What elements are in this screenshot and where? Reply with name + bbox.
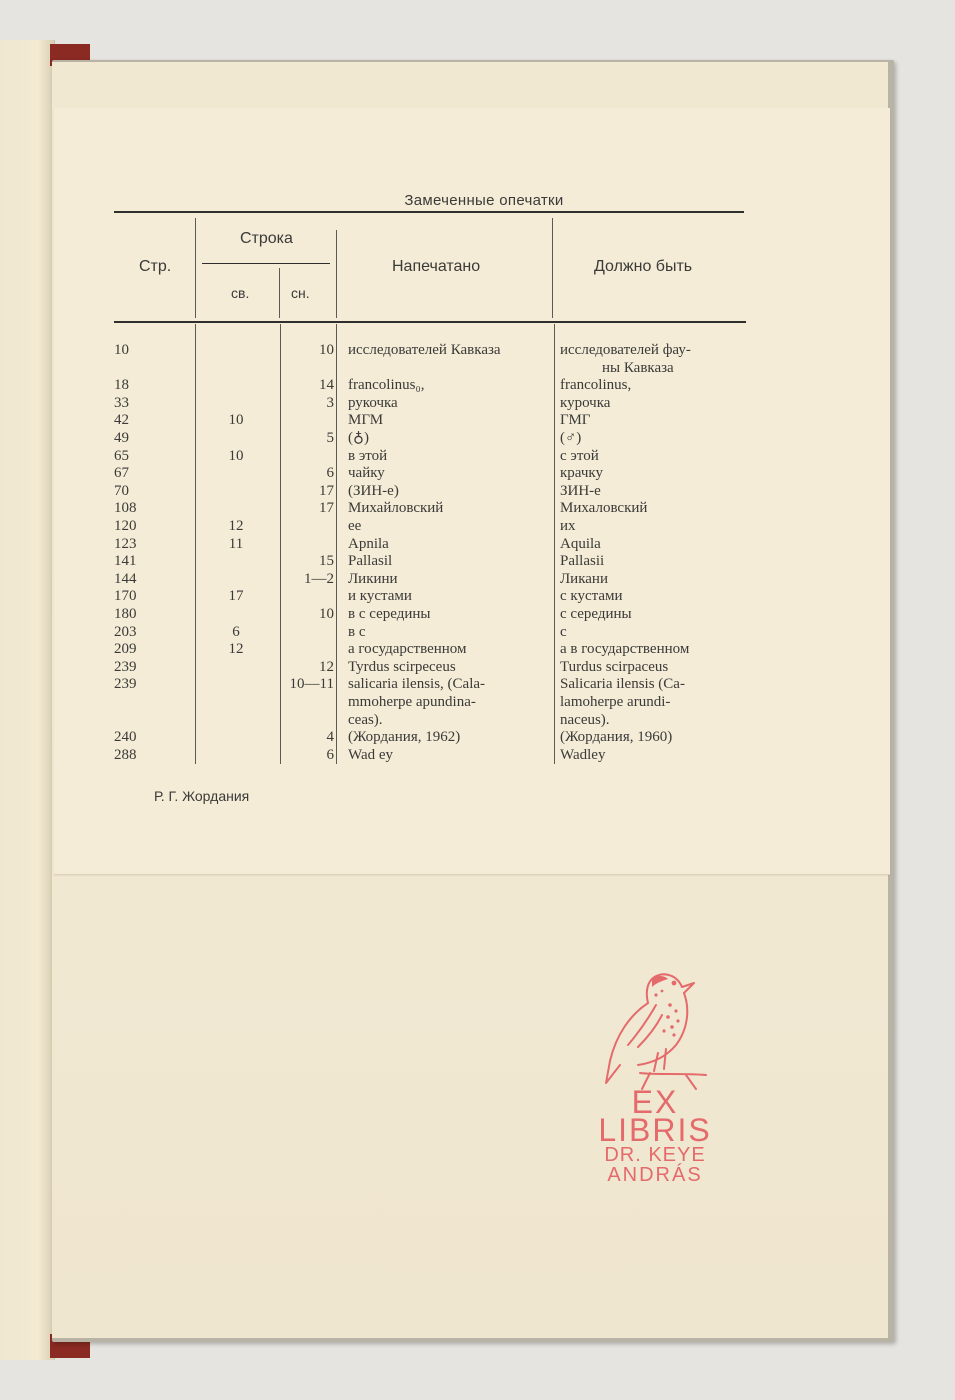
errata-correct-text: Ликани — [560, 570, 608, 587]
errata-printed-text: МГМ — [348, 412, 384, 429]
errata-page-number: 141 — [114, 553, 137, 570]
errata-correct-text: naceus). — [560, 711, 610, 728]
ex-libris-line-2: LIBRIS — [598, 1112, 712, 1148]
errata-page-number: 49 — [114, 430, 129, 446]
errata-line-from-top: 10 — [228, 447, 244, 464]
signature: Р. Г. Жордания — [154, 788, 250, 804]
errata-page-number: 240 — [114, 729, 137, 746]
errata-line-from-bottom: 6 — [326, 465, 334, 482]
header-divider-3 — [336, 230, 337, 318]
errata-line-from-bottom: 15 — [319, 553, 334, 570]
errata-page-number: 170 — [114, 588, 137, 605]
header-line-bottom: сн. — [291, 285, 310, 301]
errata-printed-text: francolinus₀, — [348, 377, 425, 394]
errata-printed-text: и кустами — [348, 588, 412, 605]
errata-line-from-bottom: 1—2 — [304, 570, 334, 587]
errata-correct-text: lamoherpe arundi- — [560, 694, 671, 710]
errata-line-from-top: 12 — [228, 518, 244, 534]
ex-libris-line-3: DR. KEYE — [604, 1144, 706, 1166]
errata-line-from-top: 6 — [232, 623, 240, 640]
errata-slip — [54, 108, 890, 875]
header-line: Строка — [240, 230, 293, 247]
header-should-be: Должно быть — [594, 258, 693, 275]
errata-correct-text: Pallasii — [560, 553, 605, 570]
errata-printed-text: в с середины — [348, 606, 431, 622]
errata-page-number: 144 — [114, 570, 137, 587]
errata-line-from-bottom: 10 — [319, 606, 334, 622]
header-printed: Напечатано — [392, 258, 481, 275]
errata-page-number: 33 — [114, 394, 129, 411]
errata-line-from-bottom: 6 — [326, 746, 334, 763]
errata-printed-text: Wad ey — [348, 746, 394, 763]
errata-correct-text: (♂) — [560, 430, 582, 446]
errata-printed-text: Apnila — [348, 535, 389, 552]
errata-page-number: 288 — [114, 746, 137, 763]
body-divider-3 — [336, 324, 337, 764]
errata-title: Замеченные опечатки — [404, 192, 564, 209]
errata-line-from-top: 11 — [228, 535, 244, 552]
errata-page-number: 239 — [114, 676, 137, 693]
errata-page-number: 180 — [114, 606, 137, 622]
errata-correct-text: с кустами — [560, 588, 623, 605]
errata-printed-text: а государственном — [348, 641, 467, 658]
errata-line-from-bottom: 17 — [319, 482, 334, 499]
errata-correct-text: а в государственном — [560, 641, 690, 658]
ex-libris-stamp — [590, 965, 720, 1195]
errata-printed-text: Pallasil — [348, 553, 393, 570]
errata-correct-text: Wadley — [560, 746, 606, 763]
errata-printed-text: Tyrdus scirpeceus — [348, 658, 456, 675]
ex-libris-line-4: ANDRÁS — [607, 1164, 703, 1186]
errata-printed-text: salicaria ilensis, (Cala- — [348, 676, 486, 693]
errata-printed-text: Михайловский — [348, 500, 444, 517]
errata-line-from-bottom: 17 — [319, 500, 334, 517]
errata-page-number: 10 — [114, 342, 129, 358]
errata-page-number: 42 — [114, 412, 129, 429]
errata-page-number: 123 — [114, 535, 137, 552]
errata-line-from-bottom: 3 — [326, 394, 334, 411]
errata-printed-text: в этой — [348, 447, 388, 464]
errata-correct-text: крачку — [560, 465, 603, 482]
table-top-rule — [114, 211, 744, 213]
errata-page-number: 120 — [114, 518, 137, 534]
errata-page-number: 209 — [114, 641, 137, 658]
bird-icon — [590, 965, 720, 1095]
errata-correct-text: их — [560, 518, 576, 534]
errata-printed-text: Ликини — [348, 570, 398, 587]
errata-printed-text: рукочка — [348, 394, 398, 411]
errata-page-number: 203 — [114, 623, 137, 640]
errata-correct-text: Aquila — [560, 535, 601, 552]
errata-correct-text: (Жордания, 1960) — [560, 729, 673, 746]
errata-correct-text: Salicaria ilensis (Ca- — [560, 676, 685, 693]
errata-correct-text: Turdus scirpaceus — [560, 658, 669, 675]
errata-correct-text: курочка — [560, 394, 611, 411]
header-divider-1 — [195, 218, 196, 318]
errata-line-from-bottom: 14 — [319, 377, 334, 394]
errata-line-from-bottom: 12 — [319, 658, 334, 675]
errata-correct-text: с середины — [560, 606, 632, 622]
errata-page-number: 67 — [114, 465, 129, 482]
errata-printed-text: исследователей Кавказа — [348, 342, 501, 358]
header-divider-2 — [279, 268, 280, 318]
body-divider-1 — [195, 324, 196, 764]
ex-libris-line-1: EX — [631, 1084, 679, 1120]
errata-printed-text: (ЗИН-е) — [348, 482, 399, 499]
left-page-edge — [0, 40, 55, 1360]
errata-line-from-bottom: 10 — [319, 342, 334, 358]
errata-line-from-top: 10 — [228, 412, 244, 429]
errata-correct-text: исследователей фау- — [560, 342, 691, 358]
errata-line-from-bottom: 4 — [326, 729, 334, 746]
errata-printed-text: ceas). — [348, 711, 383, 728]
errata-printed-text: mmoherpe apundina- — [348, 694, 476, 710]
errata-page-number: 239 — [114, 658, 137, 675]
header-page: Стр. — [139, 258, 172, 275]
errata-page-number: 70 — [114, 482, 129, 499]
errata-page-number: 65 — [114, 447, 129, 464]
errata-correct-text: ны Кавказа — [602, 359, 674, 376]
errata-page-number: 108 — [114, 500, 137, 517]
line-subheader-rule — [202, 263, 330, 264]
body-divider-4 — [554, 324, 555, 764]
errata-line-from-bottom: 10—11 — [289, 676, 334, 693]
errata-line-from-top: 12 — [228, 641, 244, 658]
errata-printed-text: (♁) — [348, 430, 369, 446]
errata-printed-text: ее — [348, 518, 362, 534]
errata-line-from-top: 17 — [228, 588, 244, 605]
errata-printed-text: (Жордания, 1962) — [348, 729, 461, 746]
errata-correct-text: с — [560, 623, 567, 640]
errata-correct-text: Михаловский — [560, 500, 648, 517]
errata-line-from-bottom: 5 — [326, 430, 334, 446]
table-header-bottom-rule — [114, 321, 746, 323]
header-line-top: св. — [231, 285, 250, 301]
errata-page-number: 18 — [114, 377, 129, 394]
errata-printed-text: в с — [348, 623, 366, 640]
errata-correct-text: с этой — [560, 447, 599, 464]
errata-correct-text: ЗИН-е — [560, 482, 601, 499]
errata-correct-text: francolinus, — [560, 377, 632, 394]
errata-printed-text: чайку — [348, 465, 385, 482]
header-divider-4 — [552, 218, 553, 318]
errata-correct-text: ГМГ — [560, 412, 591, 429]
